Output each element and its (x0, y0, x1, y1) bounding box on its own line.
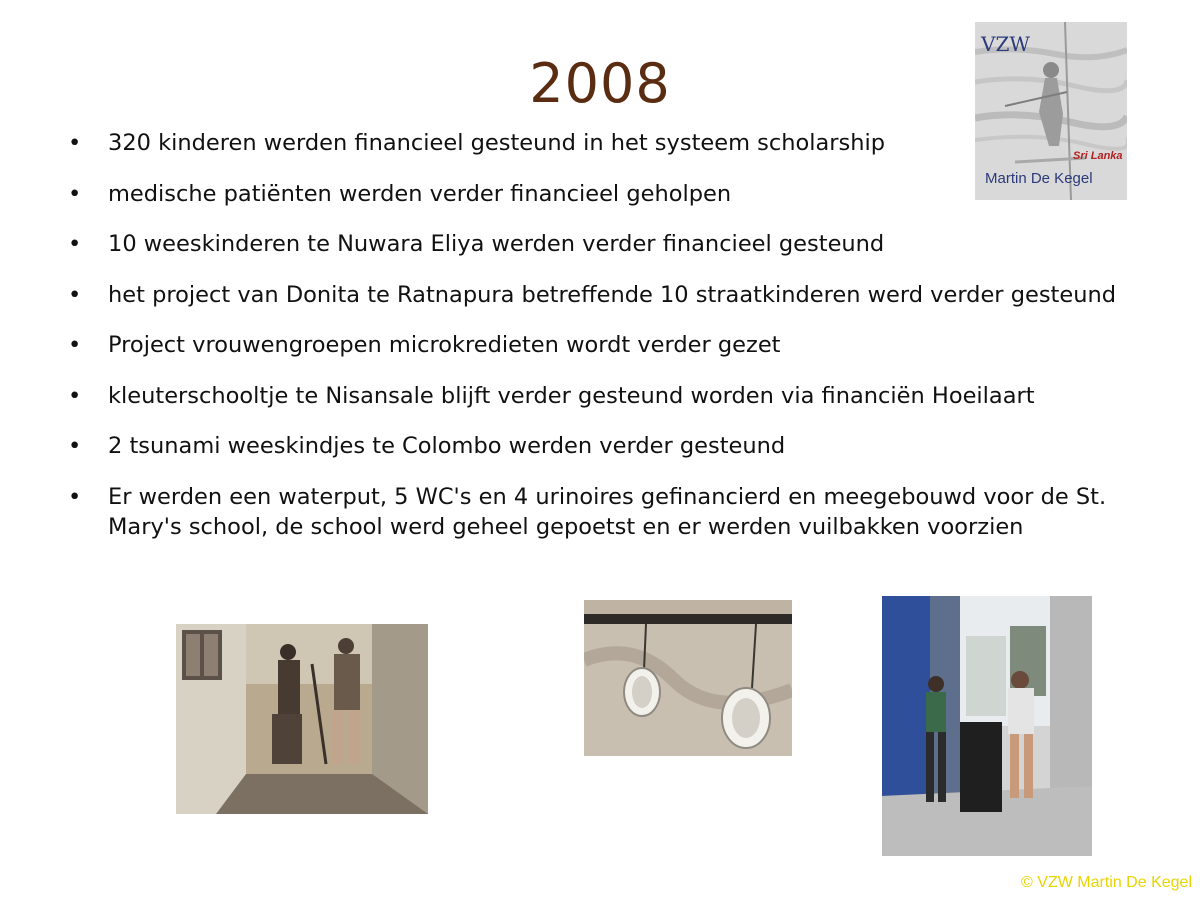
logo-vzw-text: VZW (981, 32, 1030, 56)
logo-name-text: Martin De Kegel (985, 170, 1093, 187)
bullet-item (68, 179, 1128, 209)
bullet-item (68, 381, 1128, 411)
bullet-text: 10 weeskinderen te Nuwara Eliya werden verder financieel gesteund (108, 231, 885, 257)
bullet-item (68, 280, 1128, 310)
bullet-list (68, 128, 1128, 562)
bullet-dot: • (68, 180, 82, 207)
bullet-text: 320 kinderen werden financieel gesteund in het systeem scholarship (108, 130, 886, 156)
photo-carrying-bin (882, 596, 1092, 856)
bullet-text: Project vrouwengroepen microkredieten wordt verder gezet (108, 332, 781, 358)
bullet-dot: • (68, 332, 82, 358)
urinals-photo-icon (584, 600, 792, 756)
copyright-text: © VZW Martin De Kegel (1021, 874, 1192, 891)
bullet-text: Er werden een waterput, 5 WC's en 4 urinoires gefinancierd en meegebouwd voor de St. Mary's school, de school werd geheel gepoetst en er werden vuilbakken voorzien (108, 483, 1107, 540)
bullet-dot: • (68, 231, 82, 257)
bullet-item (68, 229, 1128, 259)
bullet-item (68, 482, 1128, 542)
bullet-text: kleuterschooltje te Nisansale blijft verder gesteund worden via financiën Hoeilaart (108, 382, 1035, 409)
bullet-text: medische patiënten werden verder financieel geholpen (108, 180, 732, 207)
bullet-item (68, 128, 1128, 158)
bullet-item (68, 431, 1128, 461)
bullet-dot: • (68, 382, 82, 409)
bullet-text: het project van Donita te Ratnapura betreffende 10 straatkinderen werd verder gesteund (108, 281, 1117, 308)
bullet-text: 2 tsunami weeskindjes te Colombo werden verder gesteund (108, 433, 786, 459)
workers-photo-icon (176, 624, 428, 814)
bullet-dot: • (68, 130, 82, 156)
photo-urinals (584, 600, 792, 756)
photo-workers-corridor (176, 624, 428, 814)
slide-title: 2008 (529, 52, 671, 115)
bullet-dot: • (68, 483, 82, 510)
bin-photo-icon (882, 596, 1092, 856)
bullet-item (68, 330, 1128, 360)
bullet-dot: • (68, 433, 82, 459)
logo-country-text: Sri Lanka (1073, 150, 1123, 162)
bullet-dot: • (68, 281, 82, 308)
